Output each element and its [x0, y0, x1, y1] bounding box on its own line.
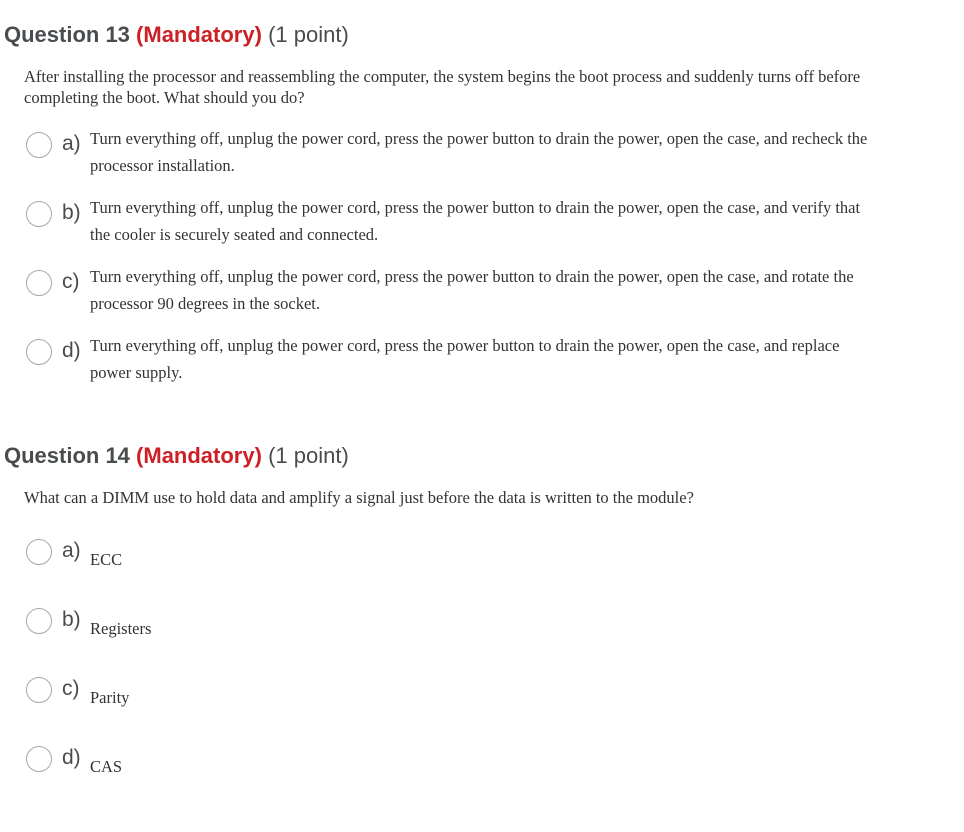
option-a[interactable]	[26, 538, 964, 607]
radio-button[interactable]	[26, 539, 52, 565]
option-letter: d)	[62, 746, 81, 769]
radio-button[interactable]	[26, 677, 52, 703]
option-text: Registers	[90, 619, 152, 638]
option-c[interactable]	[26, 269, 964, 338]
question-text: What can a DIMM use to hold data and amplify a signal just before the data is written to the module?	[24, 488, 694, 507]
question-13	[0, 18, 964, 407]
option-letter: a)	[62, 132, 81, 155]
option-text: Turn everything off, unplug the power cord, press the power button to drain the power, open the case, and replace power supply.	[90, 336, 840, 382]
option-a[interactable]	[26, 131, 964, 200]
radio-button[interactable]	[26, 339, 52, 365]
option-text: Turn everything off, unplug the power cord, press the power button to drain the power, open the case, and verify that the cooler is securely seated and connected.	[90, 198, 861, 244]
option-d[interactable]	[26, 745, 964, 814]
option-c[interactable]	[26, 676, 964, 745]
mandatory-label: (Mandatory)	[136, 443, 262, 468]
points-label: (1 point)	[268, 443, 349, 468]
radio-button[interactable]	[26, 201, 52, 227]
answer-options	[0, 538, 964, 814]
question-13-header	[4, 18, 964, 52]
option-letter: d)	[62, 339, 81, 362]
question-title: Question 14	[4, 443, 130, 468]
option-text: Turn everything off, unplug the power cord, press the power button to drain the power, open the case, and recheck the processor installation.	[90, 129, 868, 175]
option-letter: c)	[62, 677, 80, 700]
option-text: Parity	[90, 688, 130, 707]
option-text: Turn everything off, unplug the power cord, press the power button to drain the power, open the case, and rotate the processor 90 degrees in the socket.	[90, 267, 854, 313]
answer-options	[0, 131, 964, 407]
option-text: CAS	[90, 757, 123, 776]
question-14-header	[4, 439, 964, 473]
question-14	[0, 439, 964, 814]
radio-button[interactable]	[26, 132, 52, 158]
points-label: (1 point)	[268, 22, 349, 47]
option-letter: b)	[62, 201, 81, 224]
question-text: After installing the processor and reassembling the computer, the system begins the boot process and suddenly turns off before completing the boot. What should you do?	[24, 67, 861, 107]
option-letter: b)	[62, 608, 81, 631]
option-b[interactable]	[26, 200, 964, 269]
radio-button[interactable]	[26, 270, 52, 296]
option-d[interactable]	[26, 338, 964, 407]
option-b[interactable]	[26, 607, 964, 676]
radio-button[interactable]	[26, 608, 52, 634]
option-text: ECC	[90, 550, 123, 569]
option-letter: a)	[62, 539, 81, 562]
mandatory-label: (Mandatory)	[136, 22, 262, 47]
question-title: Question 13	[4, 22, 130, 47]
radio-button[interactable]	[26, 746, 52, 772]
option-letter: c)	[62, 270, 80, 293]
